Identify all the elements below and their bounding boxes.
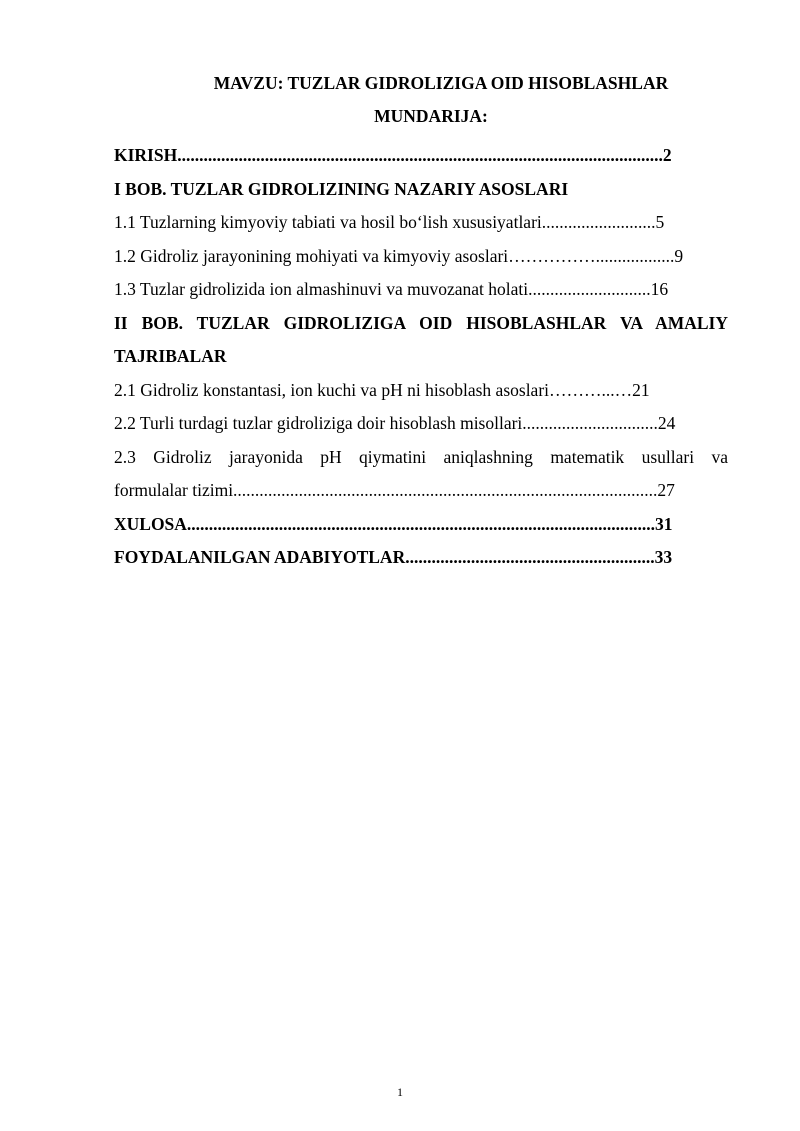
table-of-contents	[114, 139, 728, 575]
toc-entry-conclusion: XULOSA...........................................................................................................31	[114, 513, 673, 534]
document-topic-title: MAVZU: TUZLAR GIDROLIZIGA OID HISOBLASHLAR	[213, 73, 669, 93]
toc-chapter-2-heading-line-2: TAJRIBALAR	[114, 346, 227, 366]
toc-entry-1-3: 1.3 Tuzlar gidrolizida ion almashinuvi va muvozanat holati............................16	[114, 279, 669, 299]
toc-entry-2-3-line-1: 2.3 Gidroliz jarayonida pH qiymatini aniqlashning matematik usullari va	[114, 446, 728, 467]
toc-entry-1-2: 1.2 Gidroliz jarayonining mohiyati va kimyoviy asoslari……………..................9	[114, 245, 684, 266]
page-number: 1	[397, 1085, 403, 1099]
toc-entry-2-2: 2.2 Turli turdagi tuzlar gidroliziga doir hisoblash misollari...............................24	[114, 413, 676, 433]
toc-entry-2-3-line-2: formulalar tizimi.................................................................................................27	[114, 480, 675, 500]
toc-chapter-1-heading: I BOB. TUZLAR GIDROLIZINING NAZARIY ASOSLARI	[114, 178, 569, 199]
toc-entry-references: FOYDALANILGAN ADABIYOTLAR.........................................................33	[114, 547, 673, 567]
toc-chapter-2-heading-line-1: II BOB. TUZLAR GIDROLIZIGA OID HISOBLASHLAR VA AMALIY	[114, 312, 728, 333]
table-of-contents-heading: MUNDARIJA:	[374, 106, 488, 126]
toc-entry-introduction: KIRISH...............................................................................................................2	[114, 145, 672, 165]
toc-entry-2-1: 2.1 Gidroliz konstantasi, ion kuchi va pH ni hisoblash asoslari………...…21	[114, 379, 650, 400]
toc-entry-1-1: 1.1 Tuzlarning kimyoviy tabiati va hosil bo‘lish xususiyatlari..........................5	[114, 212, 665, 232]
